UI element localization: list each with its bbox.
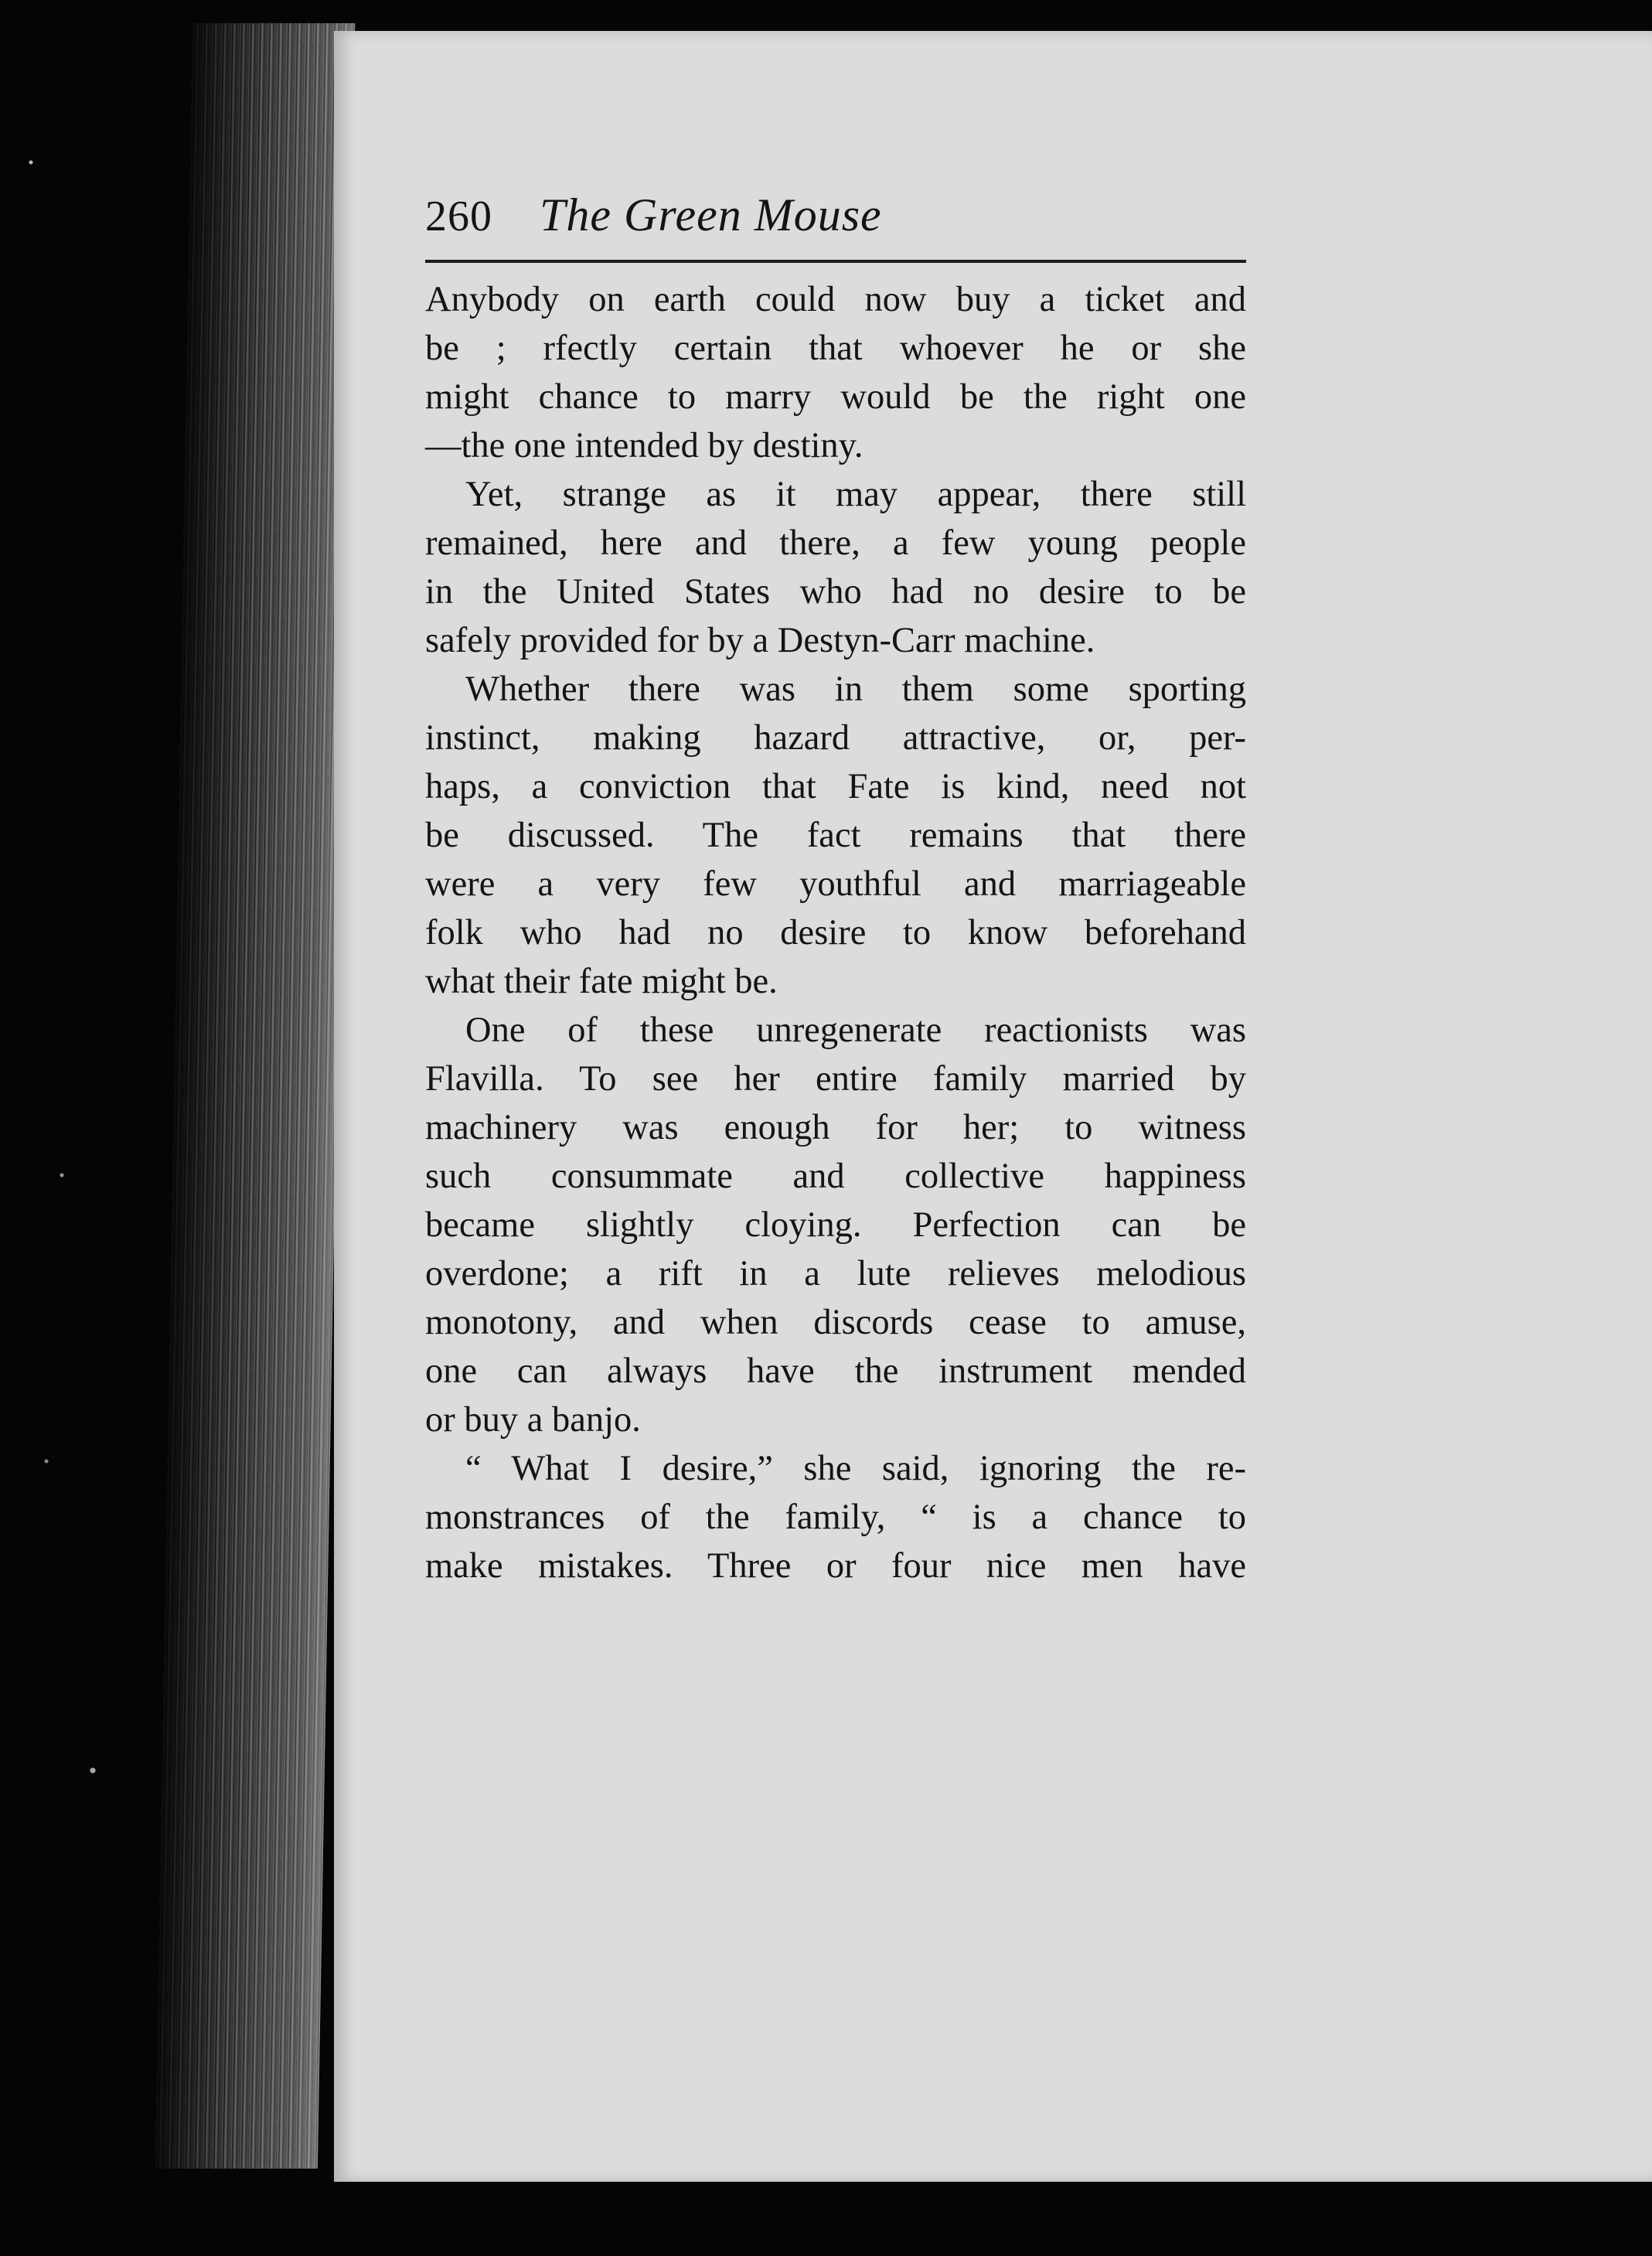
page-number: 260 [425,193,492,240]
text-line: one can always have the instrument mended [425,1351,1246,1391]
text-line: instinct, making hazard attractive, or, per- [425,718,1246,758]
text-line: or buy a banjo. [425,1400,641,1440]
text-block [90,186,1246,1590]
running-title: The Green Mouse [540,189,882,240]
paragraph [425,470,1246,665]
text-line: be discussed. The fact remains that there [425,816,1246,855]
paragraph [425,1006,1246,1444]
paragraph [425,275,1246,470]
text-line: —the one intended by destiny. [425,426,863,465]
text-line: safely provided for by a Destyn-Carr machine. [425,621,1095,660]
text-line: overdone; a rift in a lute relieves melodious [425,1254,1246,1293]
paragraph [425,665,1246,1006]
text-line: make mistakes. Three or four nice men have [425,1546,1246,1586]
text-line: folk who had no desire to know beforehand [425,913,1246,952]
paragraph [425,1444,1246,1590]
text-line: Flavilla. To see her entire family married by [425,1059,1246,1099]
text-line: such consummate and collective happiness [425,1157,1246,1196]
text-line: Yet, strange as it may appear, there still [465,475,1246,514]
text-line: “ What I desire,” she said, ignoring the re- [465,1449,1246,1488]
text-line: what their fate might be. [425,962,778,1001]
text-line: in the United States who had no desire to be [425,572,1246,612]
text-line: monstrances of the family, “ is a chance to [425,1498,1246,1537]
text-line: might chance to marry would be the right one [425,377,1246,417]
text-line: One of these unregenerate reactionists was [465,1010,1246,1050]
text-line: haps, a conviction that Fate is kind, need not [425,767,1246,806]
text-line: were a very few youthful and marriageable [425,864,1246,904]
body-text [425,275,1246,1590]
text-line: Whether there was in them some sporting [465,670,1246,709]
text-line: machinery was enough for her; to witness [425,1108,1246,1147]
text-line: monotony, and when discords cease to amuse, [425,1303,1246,1342]
text-line: be ; rfectly certain that whoever he or she [425,329,1246,368]
text-line: remained, here and there, a few young people [425,523,1246,563]
running-head [425,186,1246,263]
text-line: became slightly cloying. Perfection can be [425,1205,1246,1245]
text-line: Anybody on earth could now buy a ticket and [425,280,1246,319]
